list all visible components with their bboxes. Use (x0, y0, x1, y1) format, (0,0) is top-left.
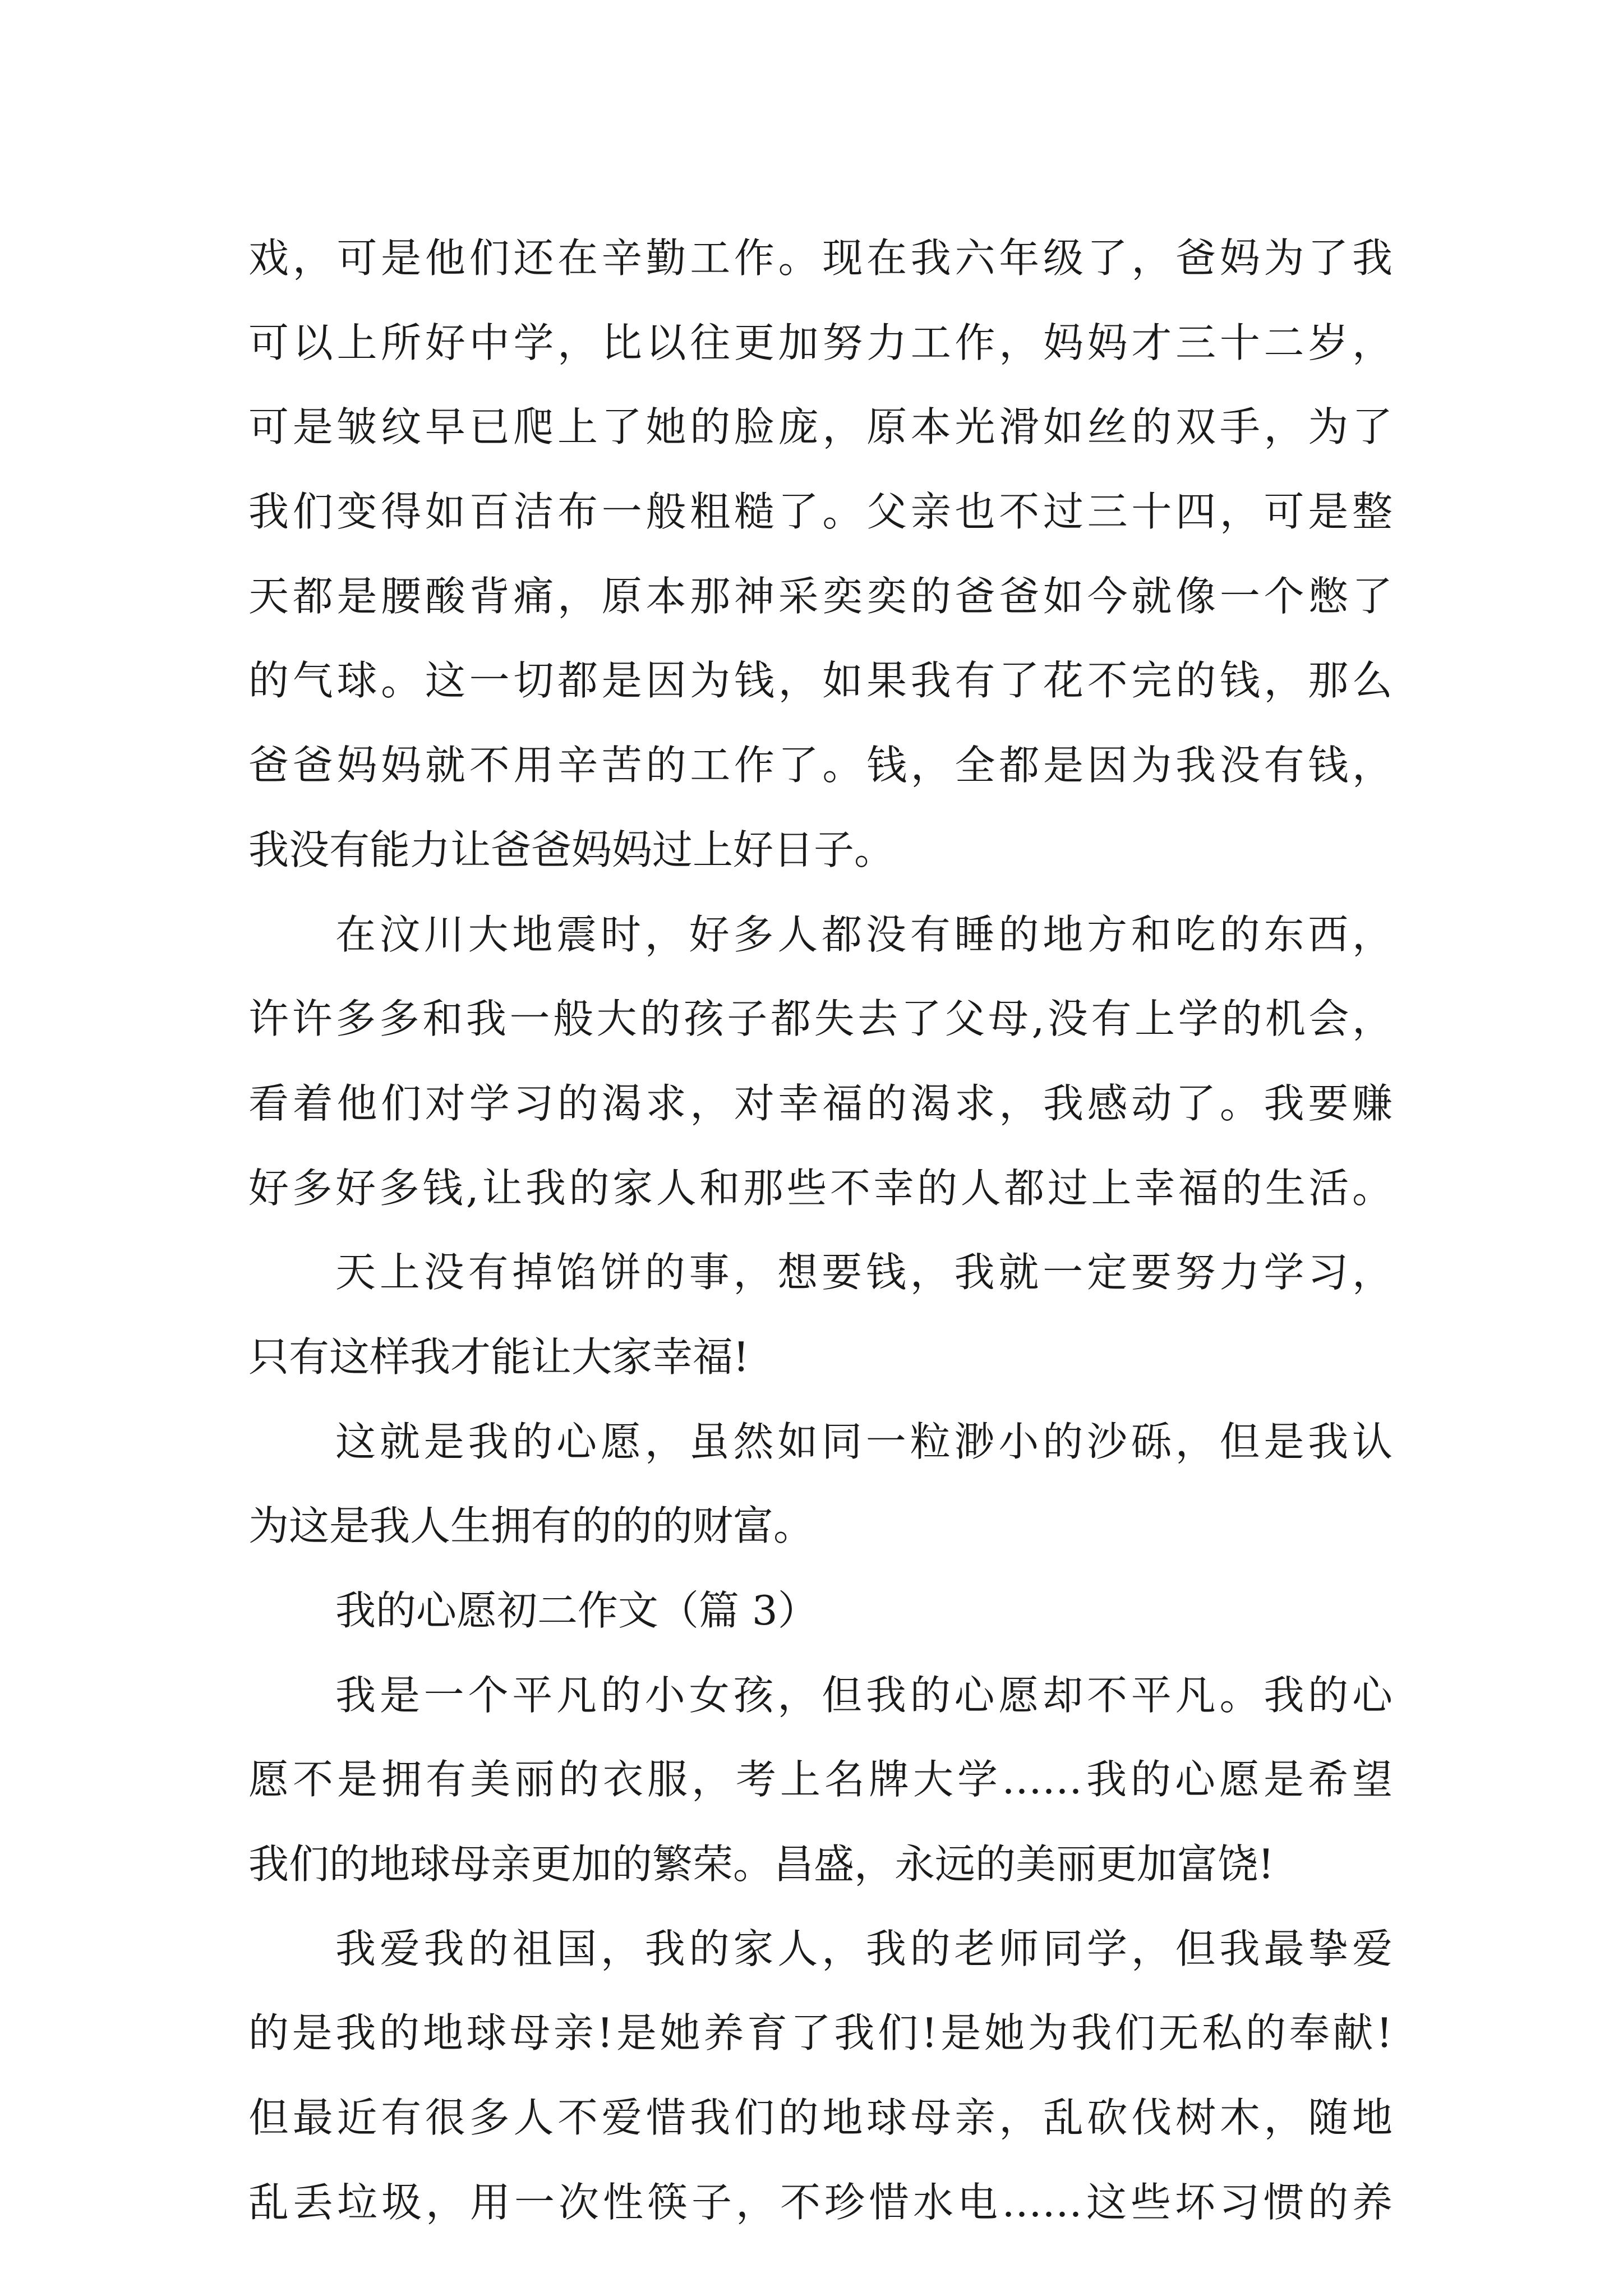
text-line: 可以上所好中学，比以往更加努力工作，妈妈才三十二岁， (248, 319, 1393, 366)
text-line: 爸爸妈妈就不用辛苦的工作了。钱，全都是因为我没有钱， (248, 742, 1393, 789)
text-line: 的是我的地球母亲!是她养育了我们!是她为我们无私的奉献! (248, 2009, 1393, 2057)
text-line: 乱丢垃圾，用一次性筷子，不珍惜水电……这些坏习惯的养 (248, 2178, 1393, 2226)
text-line: 许许多多和我一般大的孩子都失去了父母,没有上学的机会， (248, 995, 1393, 1043)
text-line: 为这是我人生拥有的的的财富。 (248, 1502, 814, 1550)
text-line: 天上没有掉馅饼的事，想要钱，我就一定要努力学习， (335, 1249, 1393, 1296)
text-line: 我是一个平凡的小女孩，但我的心愿却不平凡。我的心 (335, 1671, 1393, 1719)
text-line: 的气球。这一切都是因为钱，如果我有了花不完的钱，那么 (248, 657, 1393, 705)
text-line: 在汶川大地震时，好多人都没有睡的地方和吃的东西， (335, 910, 1393, 958)
text-line: 我们变得如百洁布一般粗糙了。父亲也不过三十四，可是整 (248, 488, 1393, 536)
text-line: 愿不是拥有美丽的衣服，考上名牌大学……我的心愿是希望 (248, 1756, 1393, 1803)
text-line: 天都是腰酸背痛，原本那神采奕奕的爸爸如今就像一个憋了 (248, 572, 1393, 620)
document-body (248, 216, 1393, 2245)
text-line: 可是皱纹早已爬上了她的脸庞，原本光滑如丝的双手，为了 (248, 403, 1393, 451)
text-line: 但最近有很多人不爱惜我们的地球母亲，乱砍伐树木，随地 (248, 2094, 1393, 2142)
text-line: 好多好多钱,让我的家人和那些不幸的人都过上幸福的生活。 (248, 1164, 1393, 1212)
text-line: 只有这样我才能让大家幸福! (248, 1333, 749, 1381)
text-line: 戏，可是他们还在辛勤工作。现在我六年级了，爸妈为了我 (248, 234, 1393, 282)
text-line: 这就是我的心愿，虽然如同一粒渺小的沙砾，但是我认 (335, 1418, 1393, 1465)
text-line: 我爱我的祖国，我的家人，我的老师同学，但我最挚爱 (335, 1925, 1393, 1972)
text-line: 我的心愿初二作文（篇 3） (335, 1587, 818, 1634)
text-line: 看着他们对学习的渴求，对幸福的渴求，我感动了。我要赚 (248, 1079, 1393, 1127)
text-line: 我们的地球母亲更加的繁荣。昌盛，永远的美丽更加富饶! (248, 1841, 1274, 1888)
text-line: 我没有能力让爸爸妈妈过上好日子。 (248, 826, 895, 873)
